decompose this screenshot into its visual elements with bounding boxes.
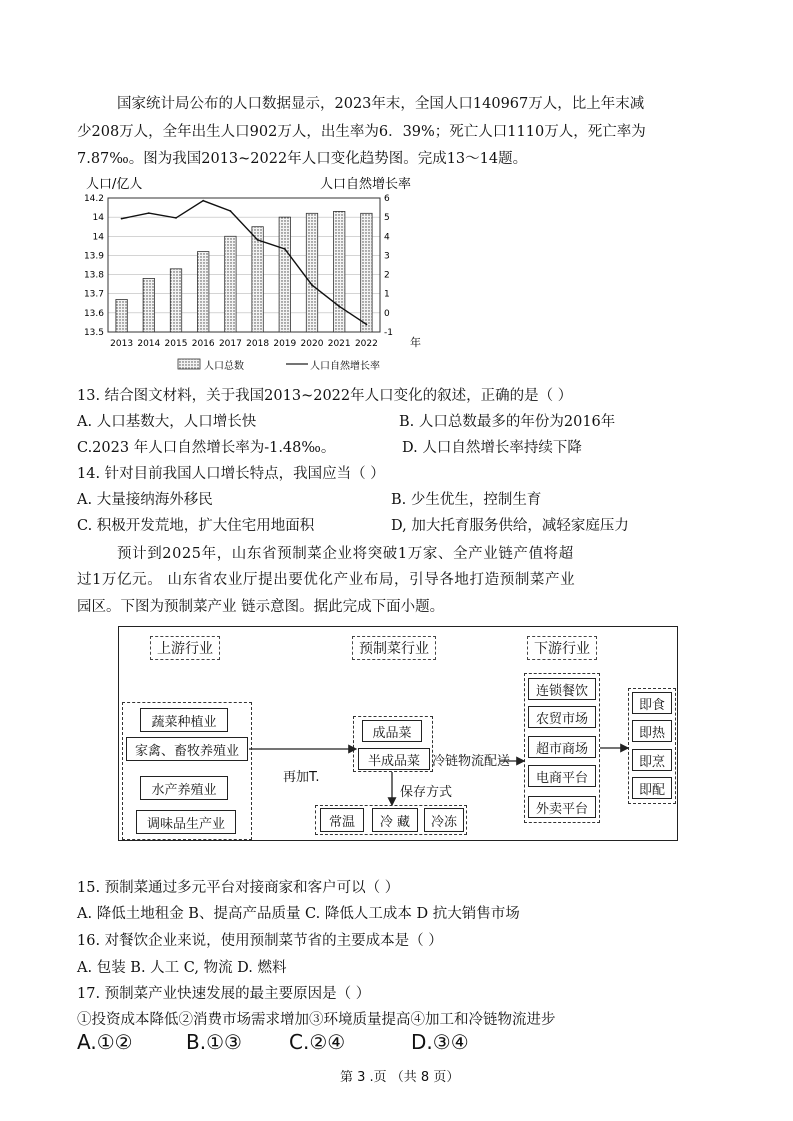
y2-tick-label: 5 bbox=[384, 213, 390, 224]
y2-tick-label: 0 bbox=[384, 308, 390, 319]
intro1-line2: 少208万人，全年出生人口902万人，出生率为6．39%；死亡人口1110万人，死亡率为 bbox=[77, 124, 646, 140]
downstream-ecommerce: 电商平台 bbox=[528, 765, 596, 787]
upstream-livestock: 家禽、畜牧养殖业 bbox=[126, 737, 248, 761]
storage-frozen: 冷冻 bbox=[424, 808, 464, 832]
legend-bar-label: 人口总数 bbox=[204, 361, 244, 372]
reprocess-label: 再加T. bbox=[283, 770, 320, 785]
upstream-condiment: 调味品生产业 bbox=[136, 810, 236, 834]
q13-option-c: C.2023 年人口自然增长率为-1.48‰。 bbox=[77, 440, 336, 456]
intro2-line2: 过1万亿元。 山东省农业厅提出要优化产业布局，引导各地打造预制菜产业 bbox=[77, 572, 576, 588]
page-footer: 第 3 .页 （共 8 页） bbox=[340, 1070, 460, 1085]
y-tick-label: 13.5 bbox=[83, 328, 104, 338]
x-tick-label: 2018 bbox=[246, 339, 270, 349]
q13-option-b: B. 人口总数最多的年份为2016年 bbox=[399, 414, 616, 430]
consume-ready-to-cook: 即烹 bbox=[632, 749, 672, 771]
y-tick-label: 13.7 bbox=[83, 289, 104, 300]
q15-options: A. 降低土地租金 B、提高产品质量 C. 降低人工成本 D 抗大销售市场 bbox=[77, 906, 520, 922]
q14-stem: 14. 针对目前我国人口增长特点，我国应当（ ） bbox=[77, 466, 385, 482]
y2-tick-label: 1 bbox=[384, 289, 390, 300]
y-tick-label: 13.9 bbox=[83, 251, 104, 262]
x-tick-label: 2013 bbox=[110, 339, 134, 349]
downstream-header: 下游行业 bbox=[527, 636, 597, 660]
q17-option-d: D.③④ bbox=[411, 1030, 469, 1054]
downstream-farmers-market: 农贸市场 bbox=[528, 706, 596, 728]
y2-tick-label: 4 bbox=[384, 232, 390, 243]
storage-label: 保存方式 bbox=[400, 785, 453, 800]
q17-option-a: A.①② bbox=[77, 1030, 133, 1054]
intro1-line1: 国家统计局公布的人口数据显示，2023年末，全国人口140967万人，比上年末减 bbox=[117, 96, 645, 112]
intro2-line3: 园区。下图为预制菜产业 链示意图。据此完成下面小题。 bbox=[77, 599, 445, 615]
upstream-aquaculture: 水产养殖业 bbox=[140, 776, 228, 800]
y-tick-label: 14 bbox=[92, 232, 104, 243]
y-axis-label: 人口/亿人 bbox=[86, 177, 143, 192]
coldchain-label: 冷链物流配送 bbox=[432, 754, 511, 769]
consume-ready-to-assemble: 即配 bbox=[632, 777, 672, 799]
q14-option-d: D, 加大托育服务供给，减轻家庭压力 bbox=[391, 518, 629, 534]
y2-tick-label: -1 bbox=[384, 328, 393, 338]
y2-tick-label: 2 bbox=[384, 270, 390, 281]
q14-option-a: A. 大量接纳海外移民 bbox=[77, 492, 213, 508]
upstream-vegetable: 蔬菜种植业 bbox=[140, 708, 228, 732]
q15-stem: 15. 预制菜通过多元平台对接商家和客户可以（ ） bbox=[77, 880, 400, 896]
q13-option-a: A. 人口基数大，人口增长快 bbox=[77, 414, 257, 430]
y2-tick-label: 3 bbox=[384, 251, 390, 262]
storage-room-temp: 常温 bbox=[320, 808, 364, 832]
x-tick-label: 2022 bbox=[354, 339, 378, 349]
q14-option-b: B. 少生优生，控制生育 bbox=[391, 492, 542, 508]
upstream-header: 上游行业 bbox=[150, 636, 220, 660]
q16-options: A. 包装 B. 人工 C, 物流 D. 燃料 bbox=[77, 960, 287, 976]
semi-finished-dish: 半成品菜 bbox=[358, 748, 430, 770]
x-tick-label: 2016 bbox=[191, 339, 215, 349]
q17-stem: 17. 预制菜产业快速发展的最主要原因是（ ） bbox=[77, 986, 371, 1002]
downstream-supermarket: 超市商场 bbox=[528, 736, 596, 758]
x-unit-label: 年 bbox=[410, 336, 421, 349]
consume-ready-to-eat: 即食 bbox=[632, 692, 672, 714]
y-tick-label: 13.6 bbox=[83, 308, 104, 319]
legend-line-label: 人口自然增长率 bbox=[310, 361, 380, 372]
y-tick-label: 13.8 bbox=[83, 270, 104, 281]
q13-stem: 13. 结合图文材料，关于我国2013~2022年人口变化的叙述，正确的是（ ） bbox=[77, 388, 573, 404]
y2-tick-label: 6 bbox=[384, 194, 390, 204]
x-tick-label: 2014 bbox=[137, 339, 161, 349]
q17-option-b: B.①③ bbox=[186, 1030, 242, 1054]
y-tick-label: 14.2 bbox=[83, 194, 104, 204]
downstream-delivery: 外卖平台 bbox=[528, 796, 596, 818]
x-tick-label: 2017 bbox=[218, 339, 242, 349]
y2-axis-label: 人口自然增长率 bbox=[320, 177, 412, 192]
downstream-chain-restaurant: 连锁餐饮 bbox=[528, 678, 596, 700]
y-tick-label: 14 bbox=[92, 213, 104, 224]
intro2-line1: 预计到2025年，山东省预制菜企业将突破1万家、全产业链产值将超 bbox=[117, 546, 574, 562]
intro1-line3: 7.87‰。图为我国2013~2022年人口变化趋势图。完成13～14题。 bbox=[77, 151, 528, 167]
x-tick-label: 2019 bbox=[273, 339, 297, 349]
q13-option-d: D. 人口自然增长率持续下降 bbox=[402, 440, 582, 456]
storage-chilled: 冷 藏 bbox=[372, 808, 418, 832]
midstream-header: 预制菜行业 bbox=[352, 636, 436, 660]
x-tick-label: 2021 bbox=[327, 339, 351, 349]
q14-option-c: C. 积极开发荒地，扩大住宅用地面积 bbox=[77, 518, 315, 534]
q16-stem: 16. 对餐饮企业来说，使用预制菜节省的主要成本是（ ） bbox=[77, 933, 443, 949]
q17-option-c: C.②④ bbox=[289, 1030, 346, 1054]
x-tick-label: 2020 bbox=[300, 339, 324, 349]
consume-ready-to-heat: 即热 bbox=[632, 720, 672, 742]
x-tick-label: 2015 bbox=[164, 339, 188, 349]
finished-dish: 成品菜 bbox=[362, 720, 422, 742]
q17-items: ①投资成本降低②消费市场需求增加③环境质量提高④加工和冷链物流进步 bbox=[77, 1012, 556, 1028]
